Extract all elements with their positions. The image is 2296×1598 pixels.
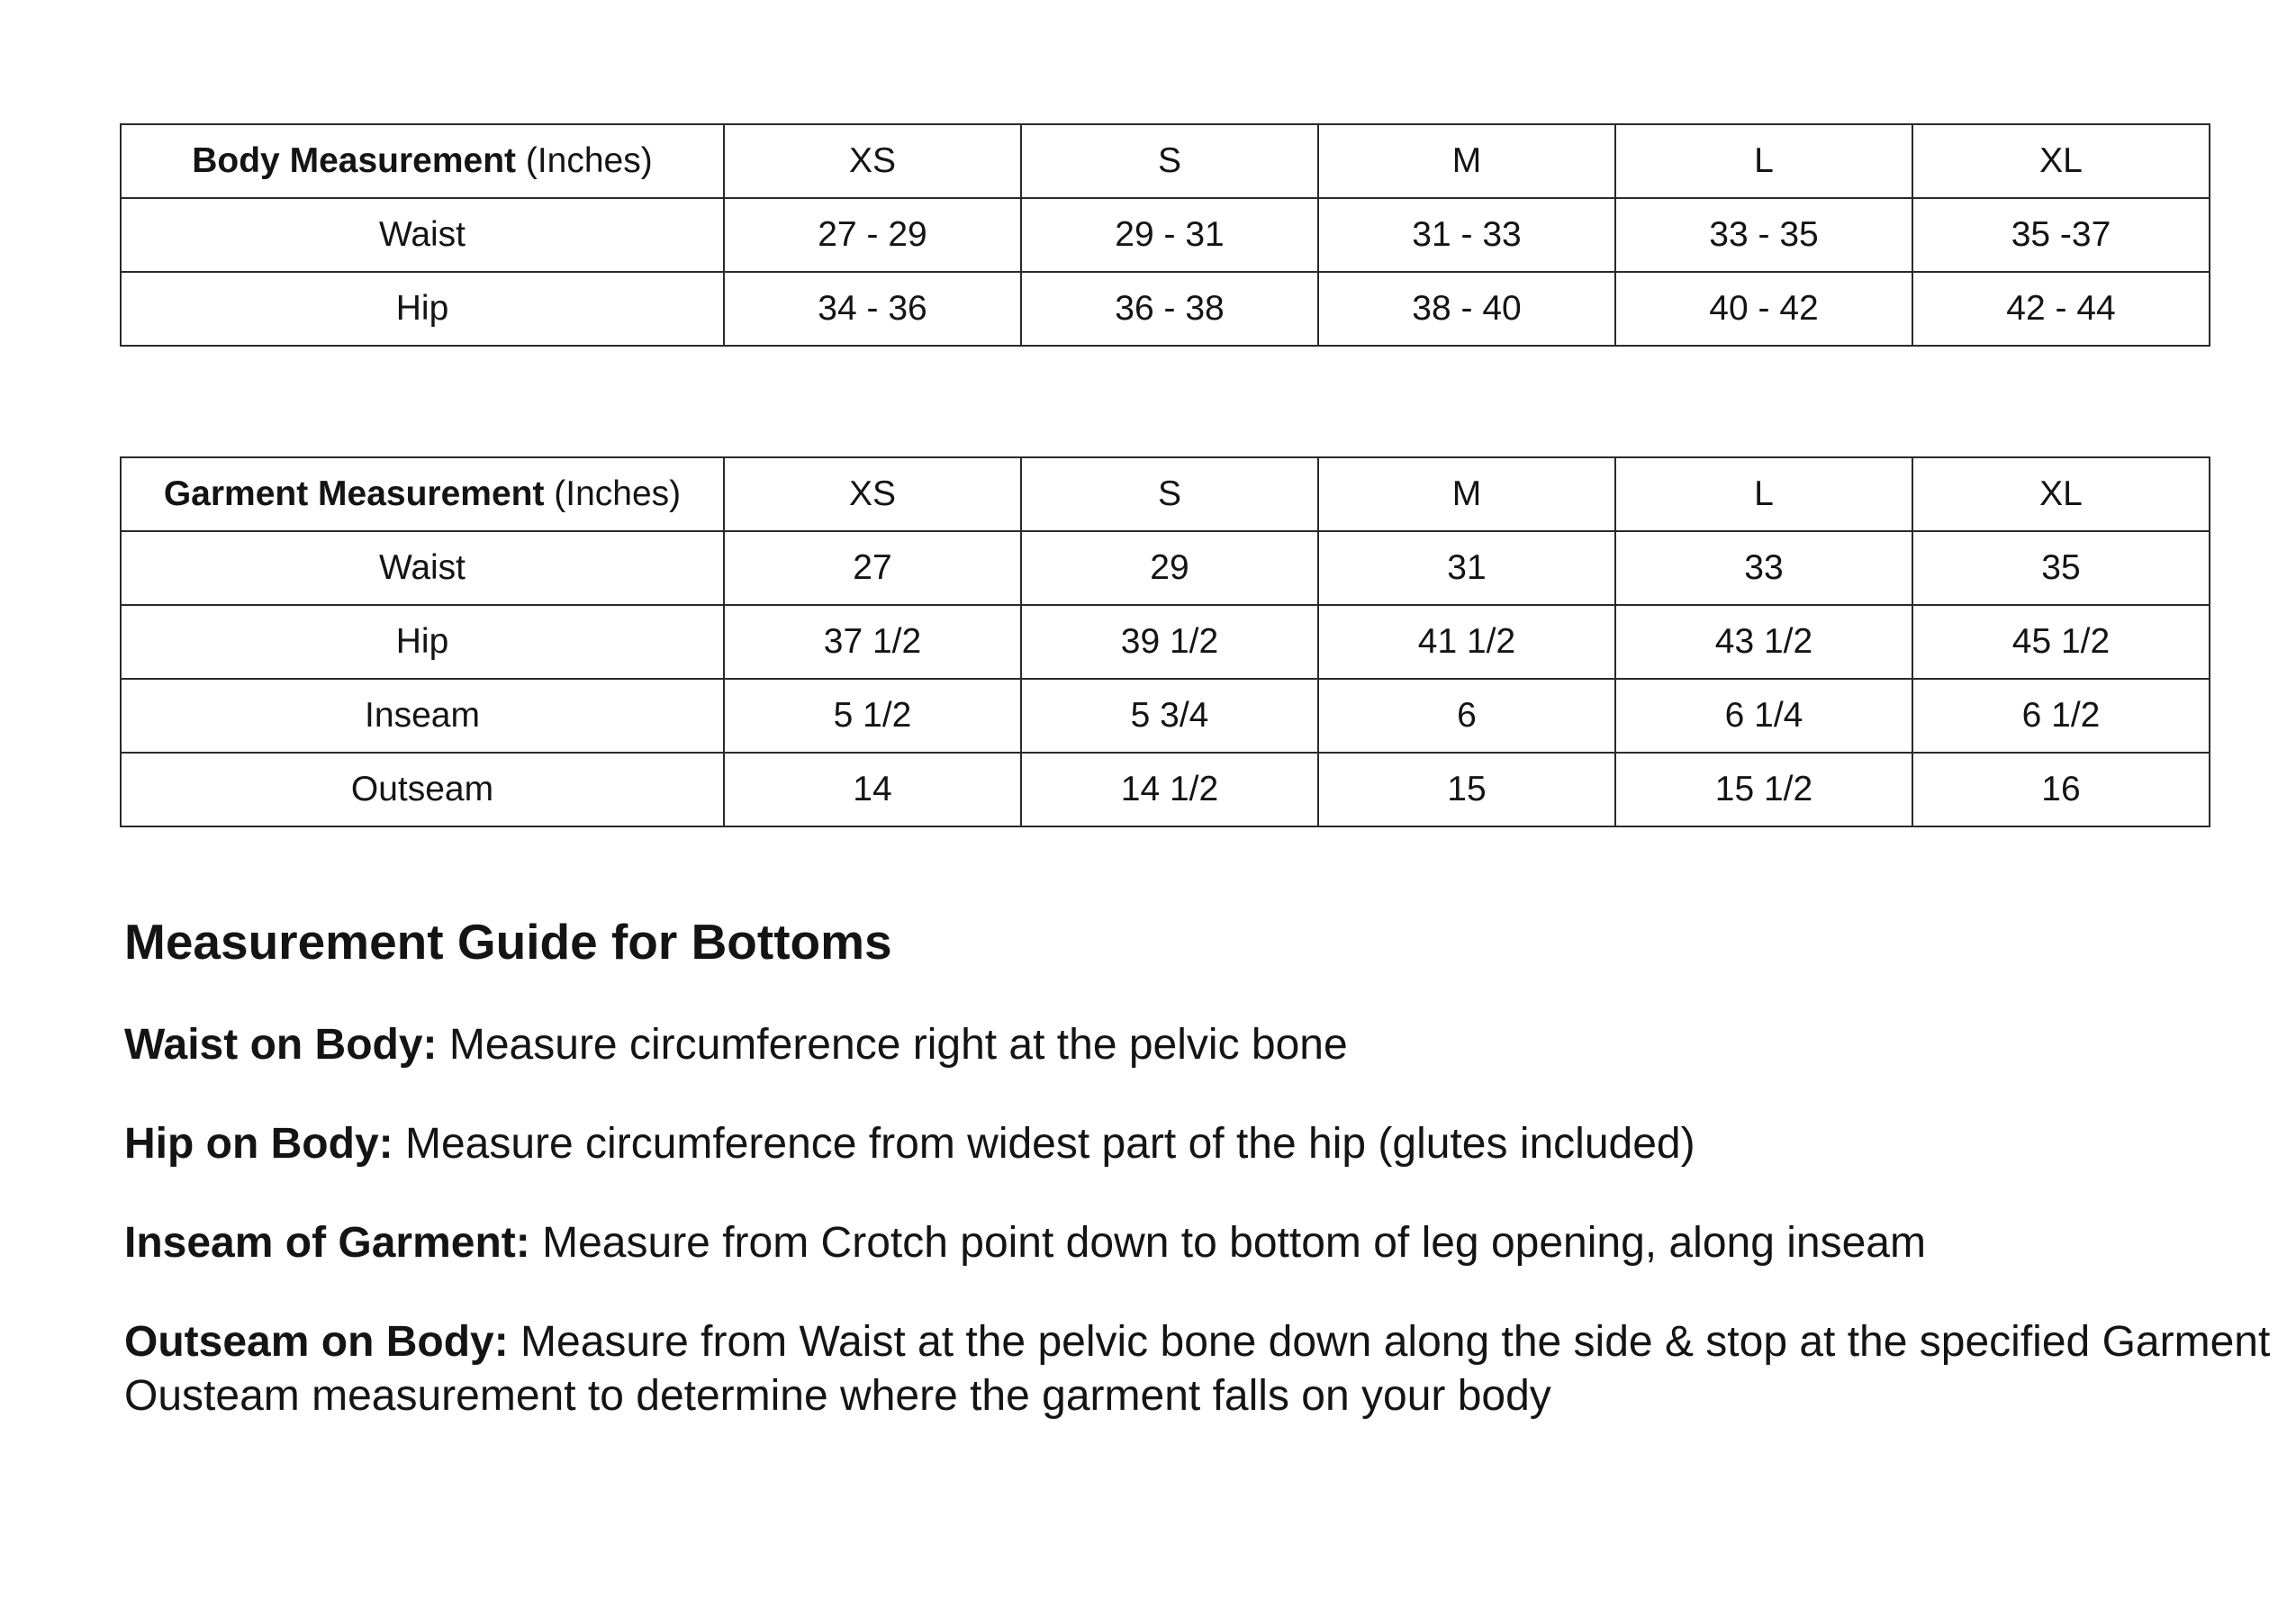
table-cell: 29 - 31	[1021, 198, 1318, 272]
table-row	[121, 198, 2210, 272]
table-cell: 31	[1318, 531, 1615, 605]
table-cell: 5 1/2	[724, 679, 1021, 753]
header-label-bold: Body Measurement	[192, 141, 517, 180]
table-header-row	[121, 457, 2210, 531]
table-cell: 33 - 35	[1615, 198, 1912, 272]
garment-measurement-table	[120, 456, 2210, 827]
header-label-unit: (Inches)	[516, 141, 653, 180]
row-label-hip: Hip	[121, 272, 724, 346]
table-cell: 6 1/4	[1615, 679, 1912, 753]
guide-title: Measurement Guide for Bottoms	[124, 914, 892, 970]
table-cell: 27	[724, 531, 1021, 605]
table-cell: 33	[1615, 531, 1912, 605]
size-header-xs: XS	[724, 457, 1021, 531]
table-cell: 27 - 29	[724, 198, 1021, 272]
guide-term: Waist on Body:	[124, 1021, 438, 1069]
size-header-l: L	[1615, 124, 1912, 198]
table-cell: 31 - 33	[1318, 198, 1615, 272]
guide-text: Measure from Waist at the pelvic bone down along the side & stop at the specified Garment Ousteam measurement to determine where the garment falls on your body	[124, 1318, 2271, 1420]
table-cell: 37 1/2	[724, 605, 1021, 679]
table-cell: 45 1/2	[1912, 605, 2210, 679]
size-header-xl: XL	[1912, 457, 2210, 531]
header-label-bold: Garment Measurement	[163, 474, 545, 513]
table-cell: 41 1/2	[1318, 605, 1615, 679]
table-cell: 39 1/2	[1021, 605, 1318, 679]
body-measurement-table	[120, 123, 2210, 347]
table-row	[121, 272, 2210, 346]
row-label-outseam: Outseam	[121, 753, 724, 826]
table-row	[121, 679, 2210, 753]
table-cell: 35 -37	[1912, 198, 2210, 272]
table-cell: 14	[724, 753, 1021, 826]
table-row	[121, 531, 2210, 605]
guide-text: Measure circumference right at the pelvic bone	[437, 1021, 1348, 1069]
guide-item-outseam	[124, 1315, 2285, 1423]
guide-term: Hip on Body:	[124, 1120, 393, 1168]
table-row	[121, 753, 2210, 826]
header-label-unit: (Inches)	[544, 474, 682, 513]
guide-item-hip	[124, 1117, 2285, 1171]
table-cell: 36 - 38	[1021, 272, 1318, 346]
size-header-l: L	[1615, 457, 1912, 531]
header-label-cell	[121, 457, 724, 531]
table-cell: 5 3/4	[1021, 679, 1318, 753]
table-cell: 40 - 42	[1615, 272, 1912, 346]
guide-item-inseam	[124, 1216, 2285, 1270]
row-label-waist: Waist	[121, 198, 724, 272]
guide-item-waist	[124, 1018, 2285, 1072]
table-cell: 14 1/2	[1021, 753, 1318, 826]
size-header-s: S	[1021, 124, 1318, 198]
table-cell: 34 - 36	[724, 272, 1021, 346]
guide-text: Measure circumference from widest part of the hip (glutes included)	[393, 1120, 1695, 1168]
table-cell: 35	[1912, 531, 2210, 605]
table-cell: 6	[1318, 679, 1615, 753]
row-label-inseam: Inseam	[121, 679, 724, 753]
measurement-guide	[124, 912, 2285, 1468]
size-header-s: S	[1021, 457, 1318, 531]
table-cell: 43 1/2	[1615, 605, 1912, 679]
row-label-waist: Waist	[121, 531, 724, 605]
guide-term: Outseam on Body:	[124, 1318, 509, 1366]
size-header-xl: XL	[1912, 124, 2210, 198]
size-header-xs: XS	[724, 124, 1021, 198]
table-cell: 29	[1021, 531, 1318, 605]
size-header-m: M	[1318, 124, 1615, 198]
table-cell: 38 - 40	[1318, 272, 1615, 346]
row-label-hip: Hip	[121, 605, 724, 679]
table-row	[121, 605, 2210, 679]
guide-term: Inseam of Garment:	[124, 1219, 530, 1267]
table-cell: 15 1/2	[1615, 753, 1912, 826]
header-label-cell	[121, 124, 724, 198]
table-cell: 16	[1912, 753, 2210, 826]
table-cell: 42 - 44	[1912, 272, 2210, 346]
table-cell: 15	[1318, 753, 1615, 826]
guide-text: Measure from Crotch point down to bottom of leg opening, along inseam	[529, 1219, 1926, 1267]
table-header-row	[121, 124, 2210, 198]
table-cell: 6 1/2	[1912, 679, 2210, 753]
size-header-m: M	[1318, 457, 1615, 531]
